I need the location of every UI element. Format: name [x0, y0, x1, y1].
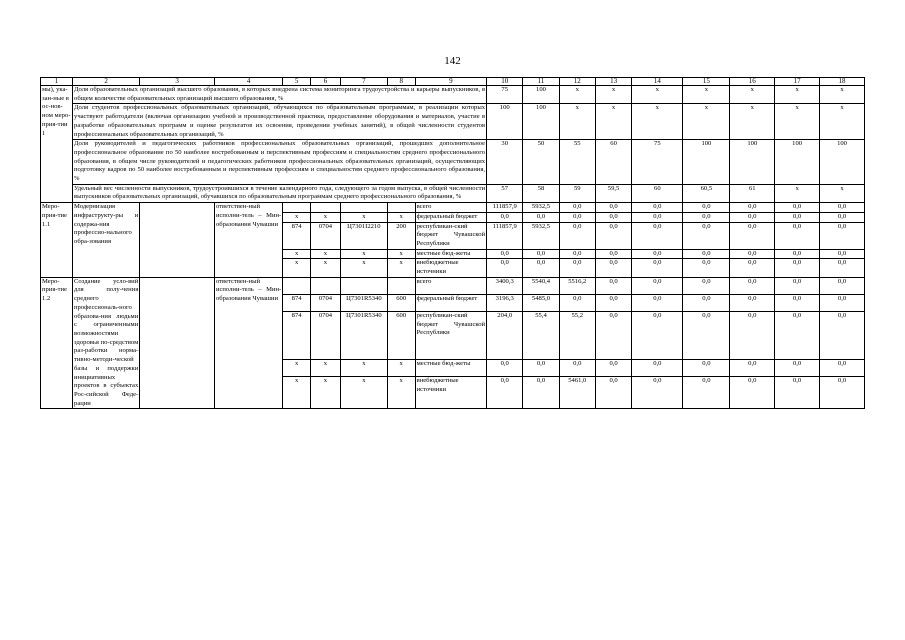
csr-cell: Ц7301I2210 — [340, 222, 387, 249]
finance-value: 5485,0 — [523, 294, 559, 311]
event-empty-cell — [140, 203, 215, 278]
finance-value: 0,0 — [559, 259, 595, 277]
vr-cell — [387, 277, 415, 294]
indicator-value: x — [595, 104, 631, 140]
indicator-row — [41, 184, 865, 202]
indicator-value: 30 — [487, 140, 523, 185]
finance-value: 0,0 — [775, 311, 820, 359]
csr-cell: Ц7301R5340 — [340, 294, 387, 311]
indicator-value: 100 — [523, 86, 559, 104]
indicator-value: 61 — [730, 184, 775, 202]
finance-value: 0,0 — [632, 376, 683, 408]
finance-value: 0,0 — [632, 311, 683, 359]
grbs-cell: x — [283, 359, 311, 376]
finance-value: 0,0 — [820, 203, 865, 213]
vr-cell — [387, 203, 415, 213]
vr-cell: x — [387, 259, 415, 277]
finance-value: 0,0 — [730, 294, 775, 311]
grbs-cell: x — [283, 249, 311, 259]
header-cell: 18 — [820, 78, 865, 86]
vr-cell: 600 — [387, 294, 415, 311]
finance-value: 0,0 — [775, 203, 820, 213]
finance-value: 0,0 — [820, 359, 865, 376]
header-cell: 14 — [632, 78, 683, 86]
indicator-value: x — [683, 104, 730, 140]
finance-value: 0,0 — [820, 222, 865, 249]
header-cell: 10 — [487, 78, 523, 86]
csr-cell: x — [340, 376, 387, 408]
vr-cell: 600 — [387, 311, 415, 359]
table-body — [41, 78, 865, 409]
finance-value: 0,0 — [683, 203, 730, 213]
event-responsible: ответствен-ный исполни-тель – Мин-образования Чувашии — [214, 203, 282, 278]
finance-value: 111857,9 — [487, 222, 523, 249]
rz-cell: x — [311, 376, 341, 408]
finance-value: 0,0 — [775, 212, 820, 222]
finance-value: 0,0 — [523, 359, 559, 376]
indicator-text: Доля студентов профессиональных образовательных организаций, обучающихся по образовательным программам, в реализации которых участвуют работодатели (включая организацию учебной и производственной практики, предоставление оборудования и материалов, участие в разработке образовательных программ и оценке результатов их освоения, проведении учебных занятий), в общей численности студентов профессиональных образовательных организаций, % — [73, 104, 487, 140]
finance-value: 0,0 — [559, 203, 595, 213]
finance-value: 0,0 — [683, 222, 730, 249]
finance-value: 0,0 — [820, 259, 865, 277]
finance-value: 0,0 — [595, 294, 631, 311]
header-cell: 17 — [775, 78, 820, 86]
grbs-cell — [283, 203, 311, 213]
finance-value: 5932,5 — [523, 203, 559, 213]
finance-value: 204,0 — [487, 311, 523, 359]
indicator-row — [41, 140, 865, 185]
indicator-row — [41, 104, 865, 140]
source-cell: республикан-ский бюджет Чувашской Республики — [415, 311, 487, 359]
finance-value: 0,0 — [730, 376, 775, 408]
finance-value: 0,0 — [820, 376, 865, 408]
header-cell: 2 — [73, 78, 140, 86]
finance-value: 0,0 — [820, 311, 865, 359]
rz-cell: x — [311, 212, 341, 222]
indicator-value: 50 — [523, 140, 559, 185]
indicator-value: 100 — [820, 140, 865, 185]
grbs-cell: x — [283, 259, 311, 277]
finance-value: 0,0 — [775, 249, 820, 259]
finance-value: 0,0 — [730, 359, 775, 376]
indicator-value: 100 — [730, 140, 775, 185]
finance-value: 0,0 — [559, 359, 595, 376]
event-row — [41, 203, 865, 213]
rz-cell: x — [311, 249, 341, 259]
header-row — [41, 78, 865, 86]
finance-value: 0,0 — [820, 277, 865, 294]
vr-cell: x — [387, 359, 415, 376]
header-cell: 16 — [730, 78, 775, 86]
finance-value: 0,0 — [632, 277, 683, 294]
indicator-value: x — [559, 104, 595, 140]
header-cell: 3 — [140, 78, 215, 86]
finance-value: 0,0 — [559, 249, 595, 259]
csr-cell: x — [340, 259, 387, 277]
finance-value: 0,0 — [632, 249, 683, 259]
finance-value: 0,0 — [559, 294, 595, 311]
finance-value: 0,0 — [820, 294, 865, 311]
finance-value: 3196,3 — [487, 294, 523, 311]
finance-value: 0,0 — [632, 259, 683, 277]
finance-value: 0,0 — [683, 294, 730, 311]
vr-cell: 200 — [387, 222, 415, 249]
csr-cell: x — [340, 359, 387, 376]
grbs-cell: 874 — [283, 311, 311, 359]
header-cell: 13 — [595, 78, 631, 86]
indicator-value: x — [683, 86, 730, 104]
header-cell: 12 — [559, 78, 595, 86]
indicator-value: x — [595, 86, 631, 104]
vr-cell: x — [387, 376, 415, 408]
finance-value: 0,0 — [595, 212, 631, 222]
finance-value: 0,0 — [595, 222, 631, 249]
indicator-value: 59,5 — [595, 184, 631, 202]
finance-value: 0,0 — [730, 222, 775, 249]
finance-value: 0,0 — [632, 203, 683, 213]
rz-cell — [311, 203, 341, 213]
indicator-value: 75 — [632, 140, 683, 185]
finance-value: 0,0 — [632, 212, 683, 222]
finance-value: 0,0 — [595, 277, 631, 294]
finance-value: 0,0 — [559, 212, 595, 222]
header-cell: 7 — [340, 78, 387, 86]
program-table — [40, 77, 865, 409]
finance-value: 0,0 — [683, 277, 730, 294]
vr-cell: x — [387, 249, 415, 259]
indicator-value: x — [730, 86, 775, 104]
finance-value: 0,0 — [523, 249, 559, 259]
indicator-value: 58 — [523, 184, 559, 202]
source-cell: республикан-ский бюджет Чувашской Республики — [415, 222, 487, 249]
indicator-value: x — [820, 86, 865, 104]
rz-cell: x — [311, 259, 341, 277]
indicator-value: 100 — [775, 140, 820, 185]
grbs-cell: 874 — [283, 294, 311, 311]
header-cell: 11 — [523, 78, 559, 86]
finance-value: 0,0 — [523, 259, 559, 277]
finance-value: 55,4 — [523, 311, 559, 359]
indicator-value: 60,5 — [683, 184, 730, 202]
indicator-value: x — [559, 86, 595, 104]
finance-value: 0,0 — [632, 222, 683, 249]
finance-value: 0,0 — [683, 249, 730, 259]
csr-cell — [340, 203, 387, 213]
event-name: Меро-прия-тие 1.1 — [41, 203, 73, 278]
finance-value: 0,0 — [775, 277, 820, 294]
indicator-value: x — [820, 184, 865, 202]
finance-value: 0,0 — [683, 311, 730, 359]
finance-value: 111857,9 — [487, 203, 523, 213]
rz-cell: x — [311, 359, 341, 376]
indicator-value: 100 — [487, 104, 523, 140]
finance-value: 0,0 — [487, 212, 523, 222]
source-cell: местные бюд-жеты — [415, 249, 487, 259]
grbs-cell: 874 — [283, 222, 311, 249]
indicator-value: 60 — [632, 184, 683, 202]
rz-cell: 0704 — [311, 222, 341, 249]
finance-value: 5540,4 — [523, 277, 559, 294]
indicator-value: 100 — [523, 104, 559, 140]
grbs-cell — [283, 277, 311, 294]
source-cell: внебюджетные источники — [415, 376, 487, 408]
finance-value: 5516,2 — [559, 277, 595, 294]
header-cell: 6 — [311, 78, 341, 86]
indicator-value: x — [632, 86, 683, 104]
finance-value: 0,0 — [683, 259, 730, 277]
finance-value: 0,0 — [487, 259, 523, 277]
finance-value: 0,0 — [487, 359, 523, 376]
finance-value: 0,0 — [559, 222, 595, 249]
finance-value: 0,0 — [487, 249, 523, 259]
csr-cell: Ц7301R5340 — [340, 311, 387, 359]
source-cell: местные бюд-жеты — [415, 359, 487, 376]
finance-value: 0,0 — [632, 294, 683, 311]
finance-value: 0,0 — [820, 249, 865, 259]
indicator-group-label: мы), ука-зан-ные в ос-нов-ном меро-прия-тии 1 — [41, 86, 73, 203]
finance-value: 0,0 — [775, 294, 820, 311]
header-cell: 1 — [41, 78, 73, 86]
event-row — [41, 277, 865, 294]
indicator-value: x — [775, 104, 820, 140]
indicator-row — [41, 86, 865, 104]
indicator-value: 75 — [487, 86, 523, 104]
page-number: 142 — [444, 55, 461, 67]
finance-value: 0,0 — [775, 359, 820, 376]
rz-cell — [311, 277, 341, 294]
finance-value: 0,0 — [730, 277, 775, 294]
finance-value: 0,0 — [730, 203, 775, 213]
header-cell: 15 — [683, 78, 730, 86]
finance-value: 0,0 — [595, 249, 631, 259]
finance-value: 3400,3 — [487, 277, 523, 294]
indicator-value: 55 — [559, 140, 595, 185]
csr-cell: x — [340, 212, 387, 222]
finance-value: 0,0 — [595, 359, 631, 376]
finance-value: 0,0 — [730, 311, 775, 359]
indicator-value: x — [775, 184, 820, 202]
csr-cell — [340, 277, 387, 294]
event-title: Создание усло-вий для полу-чения среднего профессиональ-ного образова-ния людьми с ограниченными возможностями здоровья по-средством раз-работки норма-тивно-методи-ческой базы и поддержки инициативных проектов в субъектах Рос-сийской Феде-рации — [73, 277, 140, 409]
source-cell: федеральный бюджет — [415, 294, 487, 311]
finance-value: 0,0 — [595, 376, 631, 408]
source-cell: всего — [415, 277, 487, 294]
csr-cell: x — [340, 249, 387, 259]
header-cell: 9 — [415, 78, 487, 86]
event-name: Меро-прия-тие 1.2 — [41, 277, 73, 409]
finance-value: 0,0 — [523, 212, 559, 222]
finance-value: 55,2 — [559, 311, 595, 359]
finance-value: 0,0 — [730, 212, 775, 222]
finance-value: 0,0 — [730, 249, 775, 259]
indicator-text: Удельный вес численности выпускников, трудоустроившихся в течение календарного года, следующего за годом выпуска, в общей численности выпускников образовательных организаций, обучавшихся по образовательным программам среднего профессионального образования, % — [73, 184, 487, 202]
indicator-value: 100 — [683, 140, 730, 185]
indicator-value: x — [730, 104, 775, 140]
vr-cell: x — [387, 212, 415, 222]
header-cell: 5 — [283, 78, 311, 86]
finance-value: 0,0 — [683, 359, 730, 376]
grbs-cell: x — [283, 212, 311, 222]
finance-value: 0,0 — [523, 376, 559, 408]
finance-value: 0,0 — [595, 259, 631, 277]
finance-value: 0,0 — [595, 311, 631, 359]
finance-value: 0,0 — [730, 259, 775, 277]
finance-value: 0,0 — [632, 359, 683, 376]
source-cell: всего — [415, 203, 487, 213]
indicator-value: 57 — [487, 184, 523, 202]
finance-value: 0,0 — [487, 376, 523, 408]
indicator-value: x — [632, 104, 683, 140]
finance-value: 0,0 — [595, 203, 631, 213]
finance-value: 0,0 — [775, 259, 820, 277]
indicator-text: Доля образовательных организаций высшего образования, в которых внедрена система мониторинга трудоустройства и карьеры выпускников, в общем количестве образовательных организаций высшего образования, % — [73, 86, 487, 104]
indicator-text: Доля руководителей и педагогических работников профессиональных образовательных организаций, прошедших дополнительное профессиональное образование по 50 наиболее востребованным и перспективным профессиям и специальностям среднего профессионального образования, в общем числе руководителей и педагогических работников профессиональных образовательных организаций, осуществляющих подготовку кадров по 50 наиболее востребованным и перспективным профессиям и специальностям среднего профессионального образования, % — [73, 140, 487, 185]
finance-value: 5461,0 — [559, 376, 595, 408]
rz-cell: 0704 — [311, 311, 341, 359]
event-title: Модернизация инфраструкту-ры и содержа-ния профессио-нального обра-зования — [73, 203, 140, 278]
indicator-value: 60 — [595, 140, 631, 185]
header-cell: 4 — [214, 78, 282, 86]
finance-value: 0,0 — [820, 212, 865, 222]
event-responsible: ответствен-ный исполни-тель – Мин-образования Чувашии — [214, 277, 282, 409]
header-cell: 8 — [387, 78, 415, 86]
indicator-value: x — [775, 86, 820, 104]
source-cell: федеральный бюджет — [415, 212, 487, 222]
finance-value: 0,0 — [775, 376, 820, 408]
event-empty-cell — [140, 277, 215, 409]
indicator-value: 59 — [559, 184, 595, 202]
grbs-cell: x — [283, 376, 311, 408]
source-cell: внебюджетные источники — [415, 259, 487, 277]
finance-value: 0,0 — [683, 376, 730, 408]
indicator-value: x — [820, 104, 865, 140]
finance-value: 0,0 — [683, 212, 730, 222]
rz-cell: 0704 — [311, 294, 341, 311]
finance-value: 0,0 — [775, 222, 820, 249]
finance-value: 5932,5 — [523, 222, 559, 249]
